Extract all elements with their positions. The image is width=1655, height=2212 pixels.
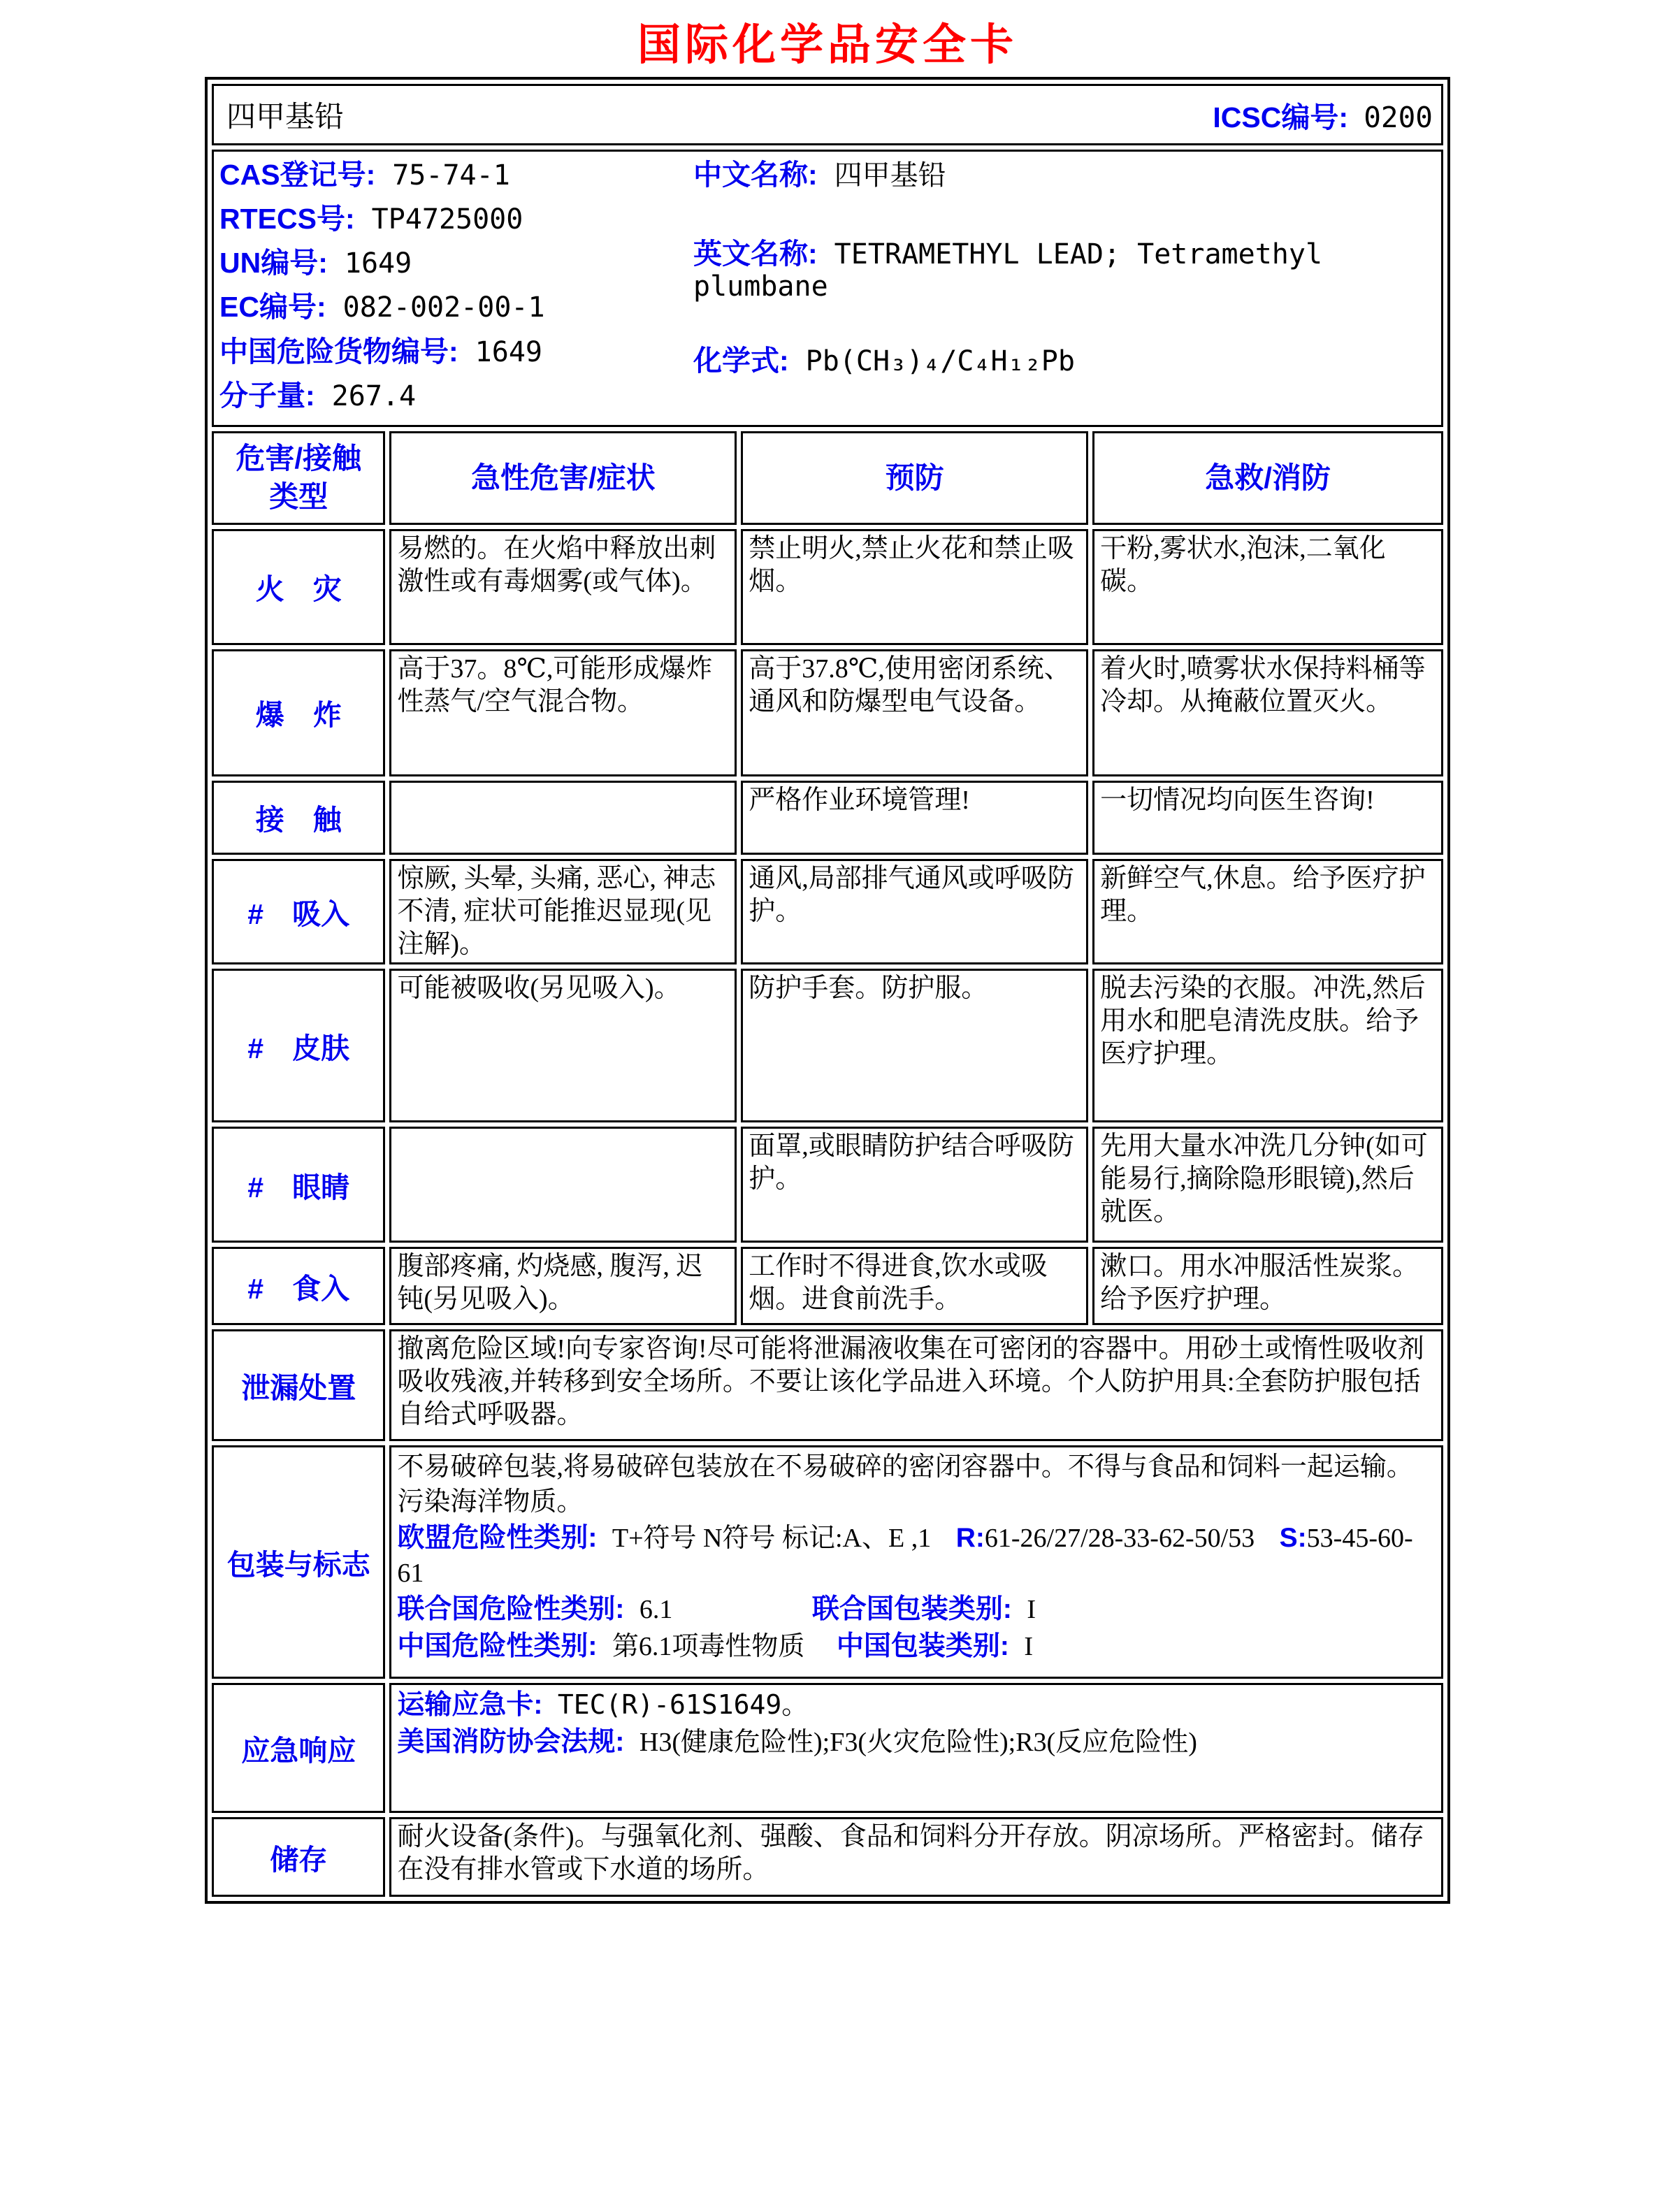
cas-label: CAS登记号: (219, 159, 376, 191)
formula-label: 化学式: (693, 345, 789, 377)
hazard-row-label: 接 触 (212, 781, 385, 855)
emergency-content (389, 1683, 1443, 1813)
r-phrases-value: 61-26/27/28-33-62-50/53 (984, 1523, 1255, 1553)
chemical-name: 四甲基铅 (226, 101, 345, 133)
symptoms-cell: 腹部疼痛, 灼烧感, 腹泻, 迟钝(另见吸入)。 (389, 1247, 737, 1325)
s-phrases-label: S: (1279, 1522, 1307, 1553)
molweight-value: 267.4 (331, 379, 417, 412)
hazard-row-label: # 皮肤 (212, 969, 385, 1122)
cn-class-label: 中国危险性类别: (397, 1631, 598, 1661)
table-row (212, 84, 1443, 145)
hazard-row-label: 爆 炸 (212, 649, 385, 776)
hazard-row-contact (212, 781, 1443, 855)
prevention-cell: 通风,局部排气通风或呼吸防护。 (741, 859, 1088, 964)
molweight-label: 分子量: (219, 379, 315, 412)
identifiers-right-column (681, 153, 1436, 424)
icsc-number: 0200 (1364, 100, 1433, 134)
spill-text: 撤离危险区域!向专家咨询!尽可能将泄漏液收集在可密闭的容器中。用砂土或惰性吸收剂吸收残液,并转移到安全场所。不要让该化学品进入环境。个人防护用具:全套防护服包括自给式呼吸器。 (389, 1329, 1443, 1441)
hazard-row-eyes (212, 1127, 1443, 1243)
nfpa-value: H3(健康危险性);F3(火灾危险性);R3(反应危险性) (639, 1727, 1197, 1757)
packaging-cn-line (397, 1629, 1436, 1665)
prevention-cell: 禁止明火,禁止火花和禁止吸烟。 (741, 529, 1088, 645)
identifiers-cell (212, 150, 1443, 427)
cn-pack-value: I (1024, 1631, 1034, 1661)
symptoms-cell: 高于37。8℃,可能形成爆炸性蒸气/空气混合物。 (389, 649, 737, 776)
header-hazard-type-line1: 危害/接触 (236, 442, 362, 475)
prevention-cell: 严格作业环境管理! (741, 781, 1088, 855)
section-label-packaging: 包装与标志 (212, 1445, 385, 1679)
hazard-row-label: 火 灾 (212, 529, 385, 645)
id-line-cn-dangerous-goods (219, 335, 681, 368)
hazard-row-ingestion (212, 1247, 1443, 1325)
formula-value: Pb(CH₃)₄/C₄H₁₂Pb (805, 345, 1075, 378)
prevention-cell: 工作时不得进食,饮水或吸烟。进食前洗手。 (741, 1247, 1088, 1325)
nfpa-label: 美国消防协会法规: (397, 1726, 625, 1757)
transport-card-label: 运输应急卡: (397, 1690, 543, 1721)
section-row-emergency (212, 1683, 1443, 1813)
cn-dangerous-goods-label: 中国危险货物编号: (219, 335, 458, 368)
header-firstaid-firefighting: 急救/消防 (1092, 431, 1443, 525)
cn-name-value: 四甲基铅 (834, 159, 946, 191)
emergency-transport-card-line (397, 1688, 1436, 1723)
hazard-row-label: # 食入 (212, 1247, 385, 1325)
section-row-storage (212, 1817, 1443, 1897)
prevention-cell: 防护手套。防护服。 (741, 969, 1088, 1122)
symptoms-cell (389, 781, 737, 855)
transport-card-value: TEC(R)-61S1649。 (557, 1689, 809, 1721)
id-line-en-name (693, 238, 1436, 303)
section-row-packaging (212, 1445, 1443, 1679)
packaging-content (389, 1445, 1443, 1679)
cn-pack-label: 中国包装类别: (836, 1631, 1009, 1661)
id-line-formula (693, 345, 1436, 377)
firstaid-cell: 一切情况均向医生咨询! (1092, 781, 1443, 855)
firstaid-cell: 着火时,喷雾状水保持料桶等冷却。从掩蔽位置灭火。 (1092, 649, 1443, 776)
hazard-row-explosion (212, 649, 1443, 776)
un-class-value: 6.1 (639, 1595, 673, 1625)
ec-value: 082-002-00-1 (342, 291, 545, 324)
r-phrases-label: R: (955, 1522, 985, 1553)
header-row (212, 431, 1443, 525)
un-value: 1649 (344, 247, 412, 280)
rtecs-value: TP4725000 (371, 203, 523, 236)
symptoms-cell (389, 1127, 737, 1243)
header-hazard-type-line2: 类型 (269, 479, 328, 513)
identifiers-left-column (219, 153, 681, 424)
id-line-ec (219, 291, 681, 324)
header-hazard-type (212, 431, 385, 525)
ec-label: EC编号: (219, 291, 326, 324)
eu-class-value: T+符号 N符号 标记:A、E ,1 (612, 1523, 932, 1553)
hazard-row-fire (212, 529, 1443, 645)
hazard-row-skin (212, 969, 1443, 1122)
cn-dangerous-goods-value: 1649 (475, 335, 542, 368)
name-icsc-cell (212, 84, 1443, 145)
id-line-cn-name (693, 159, 1436, 191)
section-label-spill: 泄漏处置 (212, 1329, 385, 1441)
page-title: 国际化学品安全卡 (637, 22, 1018, 69)
hazard-row-inhalation (212, 859, 1443, 964)
firstaid-cell: 先用大量水冲洗几分钟(如可能易行,摘除隐形眼镜),然后就医。 (1092, 1127, 1443, 1243)
s-phrases-value: 53-45-60-61 (397, 1523, 1413, 1588)
eu-class-label: 欧盟危险性类别: (397, 1522, 598, 1553)
symptoms-cell: 可能被吸收(另见吸入)。 (389, 969, 737, 1122)
icsc-label: ICSC编号: (1213, 101, 1348, 133)
un-class-label: 联合国危险性类别: (397, 1594, 625, 1625)
un-label: UN编号: (219, 247, 328, 280)
firstaid-cell: 干粉,雾状水,泡沫,二氧化碳。 (1092, 529, 1443, 645)
cas-value: 75-74-1 (392, 159, 510, 191)
table-row (212, 150, 1443, 427)
un-pack-label: 联合国包装类别: (811, 1594, 1012, 1625)
hazard-row-label: # 吸入 (212, 859, 385, 964)
prevention-cell: 面罩,或眼睛防护结合呼吸防护。 (741, 1127, 1088, 1243)
packaging-un-line (397, 1592, 1436, 1628)
section-label-storage: 储存 (212, 1817, 385, 1897)
safety-card-table (205, 77, 1450, 1904)
firstaid-cell: 漱口。用水冲服活性炭浆。给予医疗护理。 (1092, 1247, 1443, 1325)
un-pack-value: I (1027, 1595, 1036, 1625)
en-name-value: TETRAMETHYL LEAD; Tetramethyl plumbane (693, 238, 1323, 303)
packaging-eu-line (397, 1521, 1436, 1591)
hazard-row-label: # 眼睛 (212, 1127, 385, 1243)
emergency-nfpa-line (397, 1725, 1436, 1761)
id-line-cas (219, 159, 681, 191)
id-line-un (219, 247, 681, 280)
packaging-line1: 不易破碎包装,将易破碎包装放在不易破碎的密闭容器中。不得与食品和饲料一起运输。污染海洋物质。 (397, 1452, 1413, 1517)
en-name-label: 英文名称: (693, 238, 818, 270)
section-label-emergency: 应急响应 (212, 1683, 385, 1813)
cn-name-label: 中文名称: (693, 159, 818, 191)
prevention-cell: 高于37.8℃,使用密闭系统、通风和防爆型电气设备。 (741, 649, 1088, 776)
storage-text: 耐火设备(条件)。与强氧化剂、强酸、食品和饲料分开存放。阴凉场所。严格密封。储存在没有排水管或下水道的场所。 (389, 1817, 1443, 1897)
id-line-molweight (219, 379, 681, 412)
id-line-rtecs (219, 203, 681, 236)
firstaid-cell: 脱去污染的衣服。冲洗,然后用水和肥皂清洗皮肤。给予医疗护理。 (1092, 969, 1443, 1122)
symptoms-cell: 易燃的。在火焰中释放出刺激性或有毒烟雾(或气体)。 (389, 529, 737, 645)
rtecs-label: RTECS号: (219, 203, 355, 236)
firstaid-cell: 新鲜空气,休息。给予医疗护理。 (1092, 859, 1443, 964)
cn-class-value: 第6.1项毒性物质 (612, 1631, 805, 1661)
symptoms-cell: 惊厥, 头晕, 头痛, 恶心, 神志不清, 症状可能推迟显现(见注解)。 (389, 859, 737, 964)
header-acute-symptoms: 急性危害/症状 (389, 431, 737, 525)
header-prevention: 预防 (741, 431, 1088, 525)
section-row-spill (212, 1329, 1443, 1441)
